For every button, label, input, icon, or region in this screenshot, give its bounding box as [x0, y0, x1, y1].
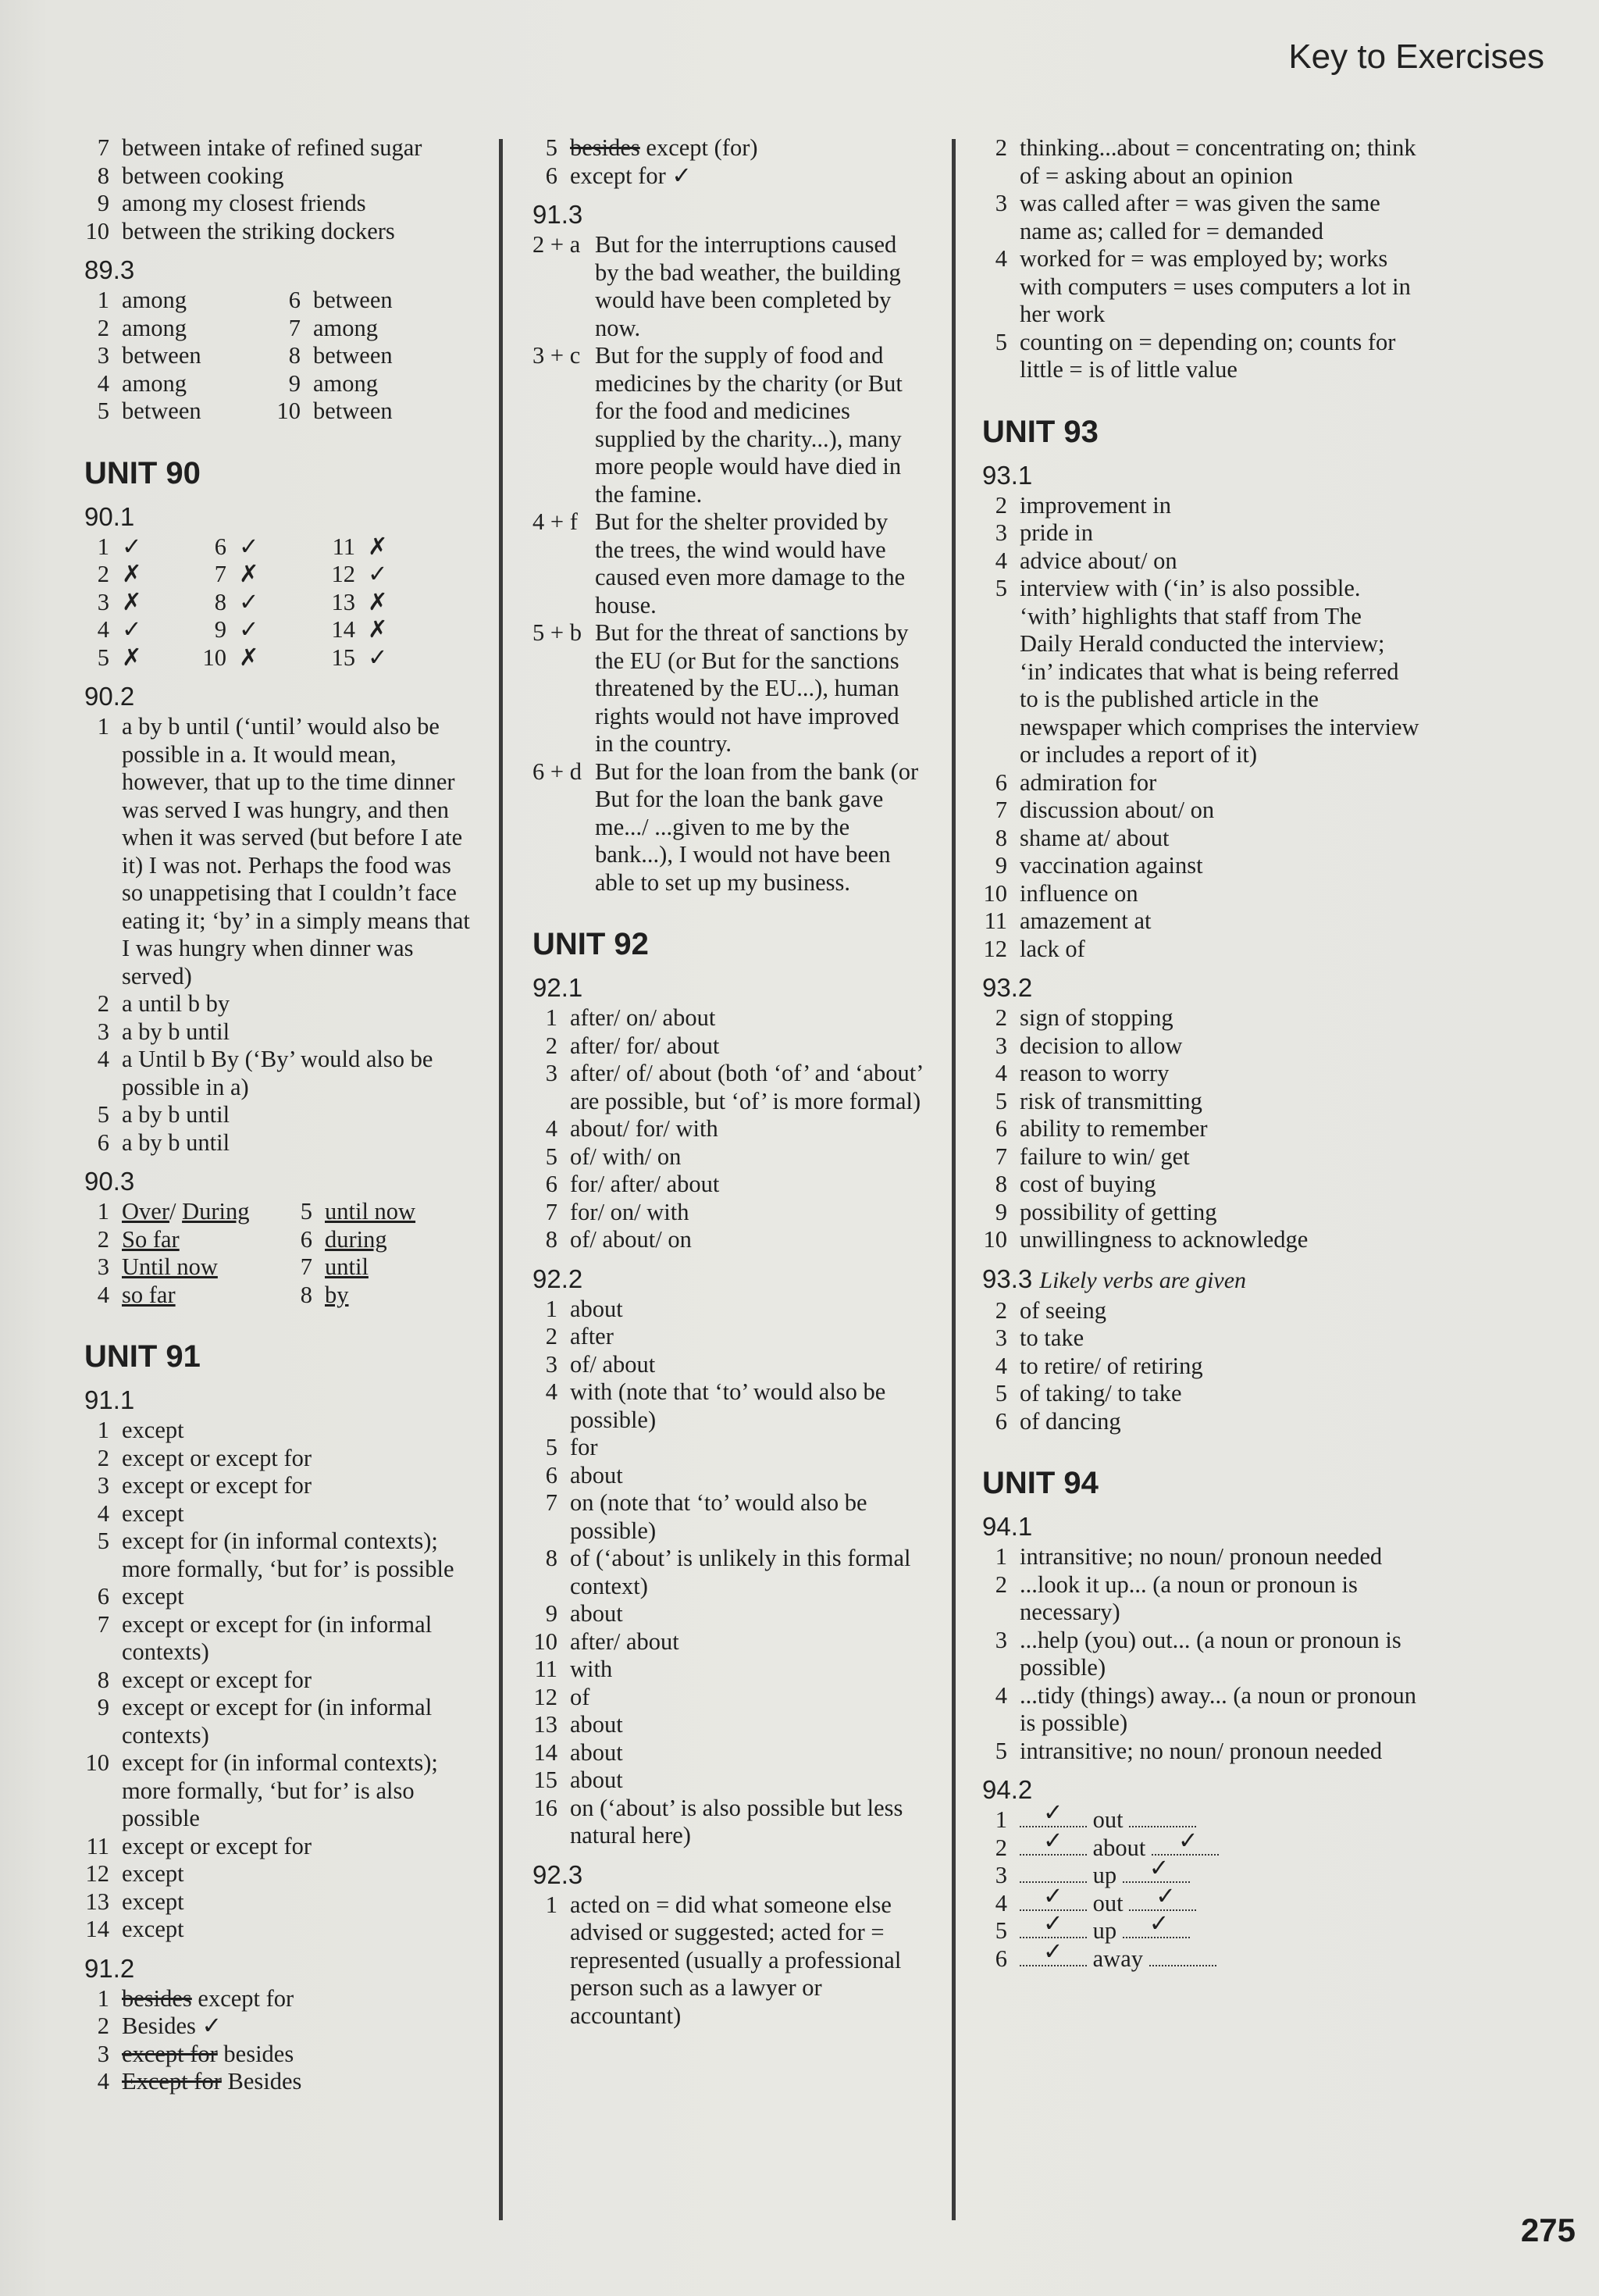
list-item: 10 influence on [983, 879, 1138, 907]
list-item: 3 a by b until [97, 1018, 230, 1045]
list-item: 7 until [300, 1253, 369, 1280]
list-item: 13 about [533, 1711, 623, 1738]
list-item: 10 between [276, 398, 393, 424]
list-item: 3 + c But for the supply of food and medicines by the charity (or But for the food and medicines supplied by the charity...), many more people would have died in the famine. [532, 342, 903, 508]
list-item: 5 risk of transmitting [995, 1087, 1202, 1114]
list-item: 4 about/ for/ with [545, 1115, 718, 1142]
list-item: 5 for [545, 1434, 598, 1460]
list-item: 9 except or except for (in informal contexts) [97, 1694, 433, 1749]
list-item: 4 so far [97, 1281, 176, 1308]
list-item: 5 intransitive; no noun/ pronoun needed [995, 1737, 1383, 1764]
list-item: 8 between [288, 342, 393, 369]
list-item: 10 unwillingness to acknowledge [983, 1226, 1309, 1253]
page-number: 275 [1520, 2212, 1576, 2248]
blank-before [1020, 1864, 1087, 1883]
list-item: 1 intransitive; no noun/ pronoun needed [995, 1543, 1383, 1570]
list-item: 4 a Until b By (‘By’ would also be possible in a) [97, 1046, 433, 1100]
list-item: 5 between [97, 398, 201, 424]
list-item: 4 worked for = was employed by; works with computers = uses computers a lot in her work [995, 245, 1411, 327]
unit-heading: UNIT 93 [982, 414, 1099, 449]
unit-heading: UNIT 91 [84, 1339, 201, 1374]
blank-before: ✓ [1020, 1892, 1087, 1911]
exercise-heading: 93.2 [982, 973, 1033, 1002]
list-item: 4 among [97, 369, 187, 397]
list-item: 8 except or except for [97, 1666, 312, 1693]
list-item: 5 of taking/ to take [995, 1380, 1182, 1406]
running-header: Key to Exercises [1288, 37, 1544, 76]
list-item: 1 after/ on/ about [545, 1004, 716, 1031]
list-item: 16 on (‘about’ is also possible but less natural here) [533, 1794, 903, 1849]
list-item: 2 thinking...about = concentrating on; think of = asking about an opinion [995, 134, 1416, 189]
blank-after: ✓ [1123, 1920, 1190, 1938]
column-2 [532, 134, 923, 2030]
list-item: 14 about [533, 1738, 623, 1766]
blank-after: ✓ [1129, 1892, 1196, 1911]
exercise-heading: 91.1 [84, 1385, 135, 1414]
list-item: 7 except or except for (in informal contexts) [97, 1610, 433, 1665]
list-item: 1 a by b until (‘until’ would also be possible in a. It would mean, however, that up to the time dinner was served I was hungry, and then when it was served (but before I ate it) I was not. Perhaps the food was so unappetising that I couldn’t face eating it; ‘by’ in a simply means that I was hungry when dinner was served) [97, 713, 470, 989]
answer-list-93-1 [982, 492, 1419, 964]
list-item: 1 acted on = did what someone else advised or suggested; acted for = represented (usually a professional person such as a lawyer or accountant) [545, 1891, 902, 2029]
list-item: 15 ✓ [331, 644, 388, 671]
list-item: 1 besides except for [97, 1984, 294, 2012]
list-item: 7 discussion about/ on [995, 797, 1215, 823]
list-item: 5 a by b until [97, 1101, 230, 1128]
list-item: 2 ...look it up... (a noun or pronoun is necessary) [995, 1570, 1358, 1625]
list-91-2-continued [532, 134, 923, 190]
list-item: 5 besides except (for) [545, 134, 758, 161]
list-item: 3 ...help (you) out... (a noun or pronoun is possible) [995, 1626, 1401, 1681]
exercise-heading: 92.2 [532, 1264, 583, 1293]
list-item: 7 between intake of refined sugar [97, 134, 422, 161]
list-item: 6 admiration for [995, 768, 1157, 796]
list-item: 5 of/ with/ on [545, 1143, 682, 1170]
answer-grid-90-1 [84, 533, 475, 672]
list-item: 3 except or except for [97, 1472, 312, 1499]
list-item: 6 except [97, 1583, 184, 1610]
list-item: 3 between [97, 342, 201, 369]
list-item: 3 up ✓ [982, 1862, 1419, 1890]
list-item: 11 except or except for [86, 1832, 312, 1859]
list-item: 11 ✗ [332, 533, 388, 560]
list-item: 9 possibility of getting [995, 1198, 1217, 1225]
list-item: 3 ✗ [97, 588, 142, 615]
list-item: 9 about [545, 1600, 623, 1627]
column-3 [982, 134, 1419, 1973]
answer-list-94-1 [982, 1543, 1419, 1765]
exercise-heading: 89.3 [84, 255, 135, 284]
blank-after [1149, 1948, 1216, 1966]
list-item: 5 + b But for the threat of sanctions by the EU (or But for the sanctions threatened by the EU...), human rights would not have improved in the country. [532, 619, 909, 757]
list-item: 12 of [533, 1683, 590, 1710]
unit-heading: UNIT 92 [532, 927, 649, 961]
list-item: 2 a until b by [97, 990, 230, 1017]
list-item: 6 ✓ away [982, 1945, 1419, 1973]
list-item: 7 failure to win/ get [995, 1143, 1190, 1170]
list-item: 3 was called after = was given the same name as; called for = demanded [995, 190, 1380, 244]
list-item: 6 about [545, 1461, 623, 1488]
list-item: 2 except or except for [97, 1444, 312, 1471]
exercise-heading: 90.2 [84, 682, 135, 711]
exercise-heading: 92.3 [532, 1859, 583, 1889]
exercise-heading: 91.3 [532, 200, 583, 229]
exercise-heading: 90.3 [84, 1167, 135, 1196]
list-item: 6 ability to remember [995, 1115, 1208, 1142]
list-item: 14 except [85, 1916, 184, 1942]
blank-after [1129, 1809, 1196, 1827]
list-item: 8 by [300, 1281, 349, 1308]
list-item: 5 ✗ [97, 644, 142, 671]
list-item: 5 except for (in informal contexts); more formally, ‘but for’ is possible [97, 1528, 454, 1582]
list-item: 4 ✓ out ✓ [982, 1890, 1419, 1918]
list-item: 9 among [288, 369, 379, 397]
list-item: 2 ✗ [97, 561, 142, 587]
list-item: 8 shame at/ about [995, 824, 1170, 851]
list-item: 11 with [534, 1656, 613, 1682]
list-item: 12 lack of [983, 935, 1085, 962]
list-item: 1 Over/ During [97, 1198, 250, 1225]
list-item: 12 except [85, 1860, 184, 1887]
list-item: 7 for/ on/ with [545, 1198, 689, 1225]
list-item: 6 between [288, 287, 393, 313]
blank-before: ✓ [1020, 1837, 1087, 1856]
list-item: 2 So far [97, 1225, 180, 1253]
answer-list-91-1 [84, 1417, 475, 1944]
exercise-heading: 93.1 [982, 460, 1033, 490]
list-item: 3 except for besides [97, 2040, 294, 2067]
list-item: 6 during [300, 1225, 387, 1253]
list-item: 10 except for (in informal contexts); more formally, ‘but for’ is also possible [85, 1749, 438, 1831]
list-92-3-continued [982, 134, 1419, 384]
list-item: 15 about [533, 1767, 623, 1793]
list-item: 6 of dancing [995, 1407, 1121, 1435]
blank-before: ✓ [1020, 1920, 1087, 1938]
answer-list-92-1 [532, 1004, 923, 1254]
list-item: 10 ✗ [202, 644, 259, 671]
list-item: 3 of/ about [545, 1350, 656, 1378]
answer-list-92-2 [532, 1296, 923, 1850]
list-item: 8 of/ about/ on [545, 1226, 692, 1253]
list-item: 4 advice about/ on [995, 547, 1177, 574]
list-item: 11 amazement at [984, 907, 1152, 934]
list-item: 12 ✓ [331, 561, 388, 587]
list-item: 2 after [545, 1323, 614, 1349]
exercise-heading: 94.1 [982, 1512, 1033, 1541]
list-item: 4 + f But for the shelter provided by the trees, the wind would have caused even more damage to the house. [532, 508, 906, 619]
answer-grid-90-3 [84, 1198, 475, 1309]
list-item: 10 between the striking dockers [85, 217, 395, 244]
list-item: 9 ✓ [214, 616, 259, 643]
exercise-heading: 90.1 [84, 501, 135, 531]
list-item: 6 except for ✓ [545, 162, 692, 189]
list-item: 4 ...tidy (things) away... (a noun or pronoun is possible) [995, 1681, 1416, 1736]
list-item: 6 a by b until [97, 1128, 230, 1156]
column-divider [499, 139, 503, 2220]
list-item: 5 counting on = depending on; counts for little = is of little value [995, 328, 1396, 383]
answer-list-93-2 [982, 1004, 1419, 1254]
column-divider [952, 139, 956, 2220]
list-item: 14 ✗ [331, 616, 388, 643]
list-item: 8 ✓ [214, 588, 259, 615]
unit-heading: UNIT 90 [84, 455, 201, 490]
list-item: 10 after/ about [533, 1628, 679, 1655]
answer-list-93-3 [982, 1297, 1419, 1436]
list-item: 3 decision to allow [995, 1032, 1183, 1059]
list-item: 3 to take [995, 1324, 1084, 1351]
blank-after: ✓ [1123, 1864, 1190, 1883]
list-item: 3 pride in [995, 519, 1094, 546]
list-item: 7 among [288, 314, 379, 341]
list-item: 13 ✗ [331, 588, 388, 615]
list-item: 2 of seeing [995, 1296, 1106, 1324]
list-89-2-continued [84, 134, 475, 245]
exercise-heading: 91.2 [84, 1953, 135, 1983]
answer-list-91-2 [84, 1985, 475, 2096]
list-item: 1 ✓ [97, 533, 142, 560]
exercise-heading: 92.1 [532, 973, 583, 1002]
list-item: 3 Until now [97, 1253, 218, 1280]
list-item: 4 to retire/ of retiring [995, 1352, 1203, 1379]
list-item: 4 with (note that ‘to’ would also be possible) [545, 1378, 886, 1433]
list-item: 4 except [97, 1499, 184, 1527]
list-item: 2 ✓ about ✓ [982, 1834, 1419, 1863]
list-item: 2 + a But for the interruptions caused by the bad weather, the building would have been completed by now. [532, 231, 901, 341]
list-item: 6 + d But for the loan from the bank (or But for the loan the bank gave me.../ ...given to me by the bank...), I would not have been able to set up my business. [532, 758, 919, 896]
list-item: 9 among my closest friends [97, 190, 366, 216]
list-item: 1 ✓ out [982, 1806, 1419, 1834]
list-item: 7 ✗ [214, 561, 259, 587]
list-item: 4 reason to worry [995, 1060, 1170, 1086]
list-item: 2 among [97, 314, 187, 341]
list-item: 6 for/ after/ about [545, 1171, 720, 1197]
list-item: 6 ✓ [214, 533, 259, 560]
list-item: 4 Except for Besides [97, 2068, 302, 2095]
answer-list-94-2 [982, 1799, 1419, 1973]
list-item: 2 after/ for/ about [545, 1032, 720, 1059]
blank-before: ✓ [1020, 1948, 1087, 1966]
answer-list-91-3 [532, 231, 923, 897]
list-item: 13 except [85, 1888, 184, 1915]
list-item: 1 among [97, 287, 187, 313]
list-item: 9 vaccination against [995, 852, 1203, 879]
column-1 [84, 134, 475, 2096]
list-item: 1 except [97, 1417, 184, 1443]
list-item: 7 on (note that ‘to’ would also be possible) [545, 1489, 867, 1544]
list-item: 3 after/ of/ about (both ‘of’ and ‘about’ are possible, but ‘of’ is more formal) [545, 1060, 923, 1114]
list-item: 4 ✓ [97, 616, 142, 643]
blank-after: ✓ [1152, 1837, 1219, 1856]
exercise-heading: 93.3 Likely verbs are given [982, 1264, 1247, 1293]
blank-before: ✓ [1020, 1809, 1087, 1827]
list-item: 2 improvement in [995, 491, 1171, 519]
unit-heading: UNIT 94 [982, 1466, 1099, 1500]
answer-grid-89-3 [84, 287, 475, 426]
list-item: 1 about [545, 1295, 623, 1322]
list-item: 2 sign of stopping [995, 1004, 1173, 1031]
list-item: 2 Besides ✓ [97, 2013, 223, 2039]
list-item: 5 interview with (‘in’ is also possible. ‘with’ highlights that staff from The Daily Herald conducted the interview; ‘in’ indicates that what is being referred to is the published article in the newspaper which comprises the interview or includes a report of it) [995, 575, 1419, 768]
list-item: 8 of (‘about’ is unlikely in this formal context) [545, 1545, 911, 1599]
list-item: 5 ✓ up ✓ [982, 1917, 1419, 1945]
answer-list-90-2 [84, 713, 475, 1157]
list-item: 8 cost of buying [995, 1171, 1156, 1197]
exercise-heading: 94.2 [982, 1775, 1033, 1804]
list-item: 5 until now [300, 1198, 416, 1225]
list-item: 8 between cooking [97, 162, 284, 189]
answer-list-92-3 [532, 1891, 923, 2030]
